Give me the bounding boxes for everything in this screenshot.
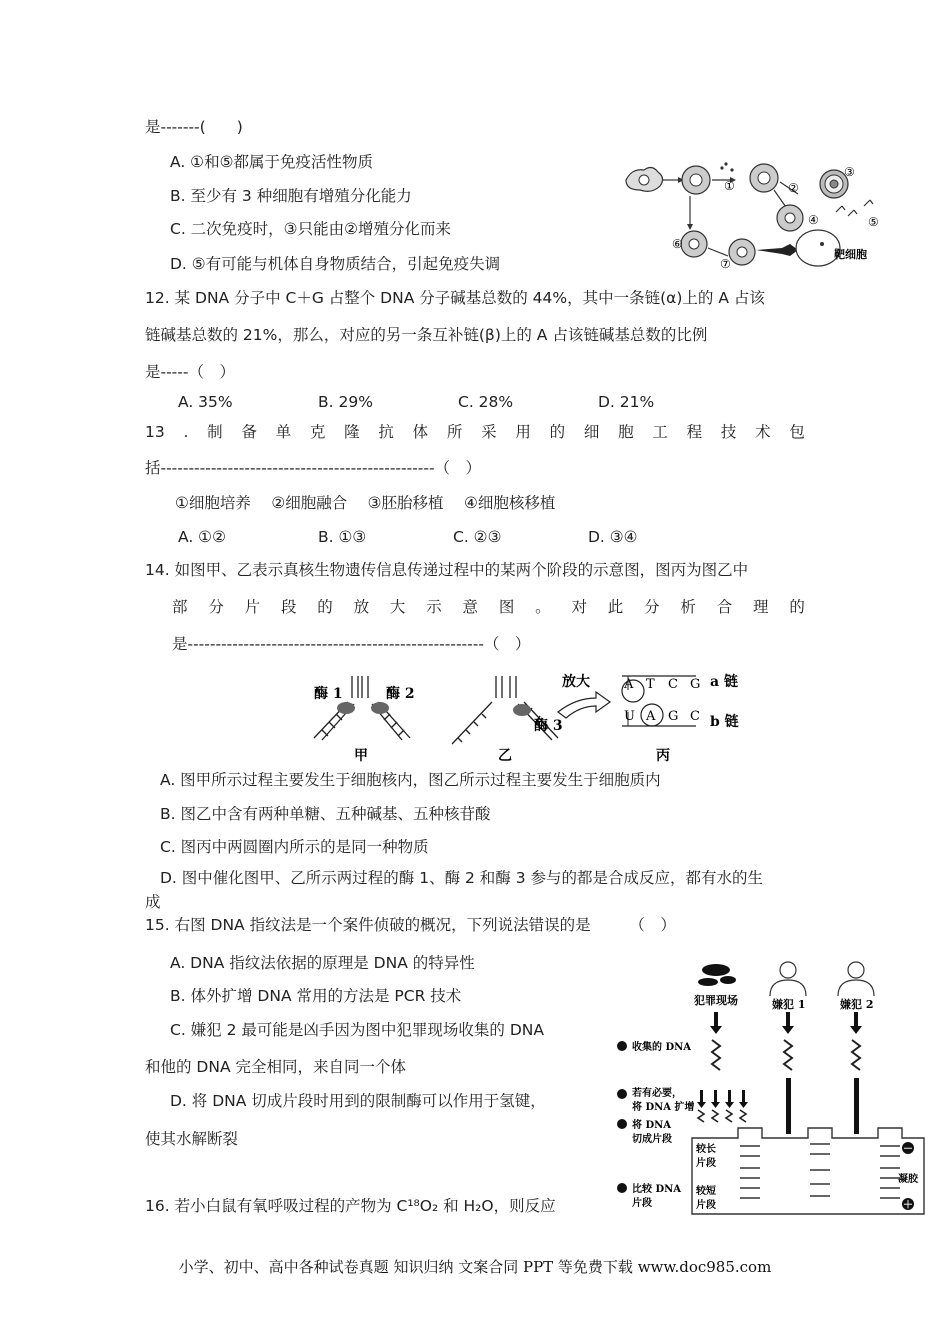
q15-option-d-text: D. 将 DNA 切成片段时用到的限制酶可以作用于氢键， <box>170 1092 546 1110</box>
q14-top-base-4: G <box>690 677 701 692</box>
q15-option-b: B. 体外扩增 DNA 常用的方法是 PCR 技术 <box>170 987 462 1005</box>
q12-option-a: A. 35% <box>178 393 233 411</box>
q14-option-a: A. 图甲所示过程主要发生于细胞核内，图乙所示过程主要发生于细胞质内 <box>160 771 661 789</box>
q12-option-b: B. 29% <box>318 393 373 411</box>
q15-option-c: C. 嫌犯 2 最可能是凶手因为图中犯罪现场收集的 DNA <box>170 1021 544 1039</box>
q13-option-c: C. ②③ <box>453 528 502 546</box>
q15-step4-label-a: 比较 DNA <box>632 1184 682 1195</box>
q14-enzyme1-label: 酶 1 <box>314 686 343 702</box>
q13-option-b: B. ①③ <box>318 528 367 546</box>
q14-chain-a-label: a 链 <box>710 674 738 690</box>
q14-label-bing: 丙 <box>656 748 670 764</box>
q15-step1-label: 收集的 DNA <box>632 1042 692 1053</box>
q14-option-d-continued: 成 <box>145 893 161 911</box>
page-footer: 小学、初中、高中各种试卷真题 知识归纳 文案合同 PPT 等免费下载 www.doc985.com <box>178 1258 772 1276</box>
q11-option-c: C. 二次免疫时，③只能由②增殖分化而来 <box>170 220 451 238</box>
q11-target-cell-label: 靶细胞 <box>834 248 867 261</box>
q15-step4-label-b: 片段 <box>632 1198 652 1209</box>
q15-option-d-continued: 使其水解断裂 <box>145 1130 239 1148</box>
q11-label-4: ④ <box>808 213 819 227</box>
q13-option-a: A. ①② <box>178 528 226 546</box>
q15-option-a: A. DNA 指纹法依据的原理是 DNA 的特异性 <box>170 954 475 972</box>
q14-option-d: D. 图中催化图甲、乙所示两过程的酶 1、酶 2 和酶 3 参与的都是合成反应，都有水的生 <box>160 869 764 887</box>
q15-scene-label: 犯罪现场 <box>694 994 738 1007</box>
q11-option-d: D. ⑤有可能与机体自身物质结合，引起免疫失调 <box>170 255 501 273</box>
q14-bottom-base-4: C <box>690 709 700 724</box>
q14-top-base-3: C <box>668 677 678 692</box>
q14-line-1: 14. 如图甲、乙表示真核生物遗传信息传递过程中的某两个阶段的示意图，图丙为图乙中 <box>145 561 749 579</box>
q14-line-2: 部 分 片 段 的 放 大 示 意 图 。 对 此 分 析 合 理 的 <box>172 598 805 616</box>
q15-dna-fingerprint-figure <box>612 956 928 1218</box>
q13-items: ①细胞培养 ②细胞融合 ③胚胎移植 ④细胞核移植 <box>175 494 556 512</box>
q15-step2-label-b: 将 DNA 扩增 <box>632 1102 695 1113</box>
q14-magnify-label: 放大 <box>562 674 590 690</box>
q14-chain-b-label: b 链 <box>710 714 739 730</box>
q14-label-jia: 甲 <box>354 748 368 764</box>
q14-replication-figure <box>296 668 756 768</box>
q12-option-d: D. 21% <box>598 393 655 411</box>
q12-line-3: 是-----（ ） <box>145 363 235 381</box>
q11-label-7: ⑦ <box>720 257 731 270</box>
q12-line-2: 链碱基总数的 21%，那么，对应的另一条互补链(β)上的 A 占该链碱基总数的比例 <box>145 326 708 344</box>
q13-line-2: 括-------------------------------------------------（ ） <box>145 459 482 477</box>
q14-bottom-base-2: A <box>646 709 656 724</box>
q15-long-label-b: 片段 <box>696 1158 716 1169</box>
q14-bottom-base-3: G <box>668 709 679 724</box>
q14-line-3: 是-----------------------------------------------------（ ） <box>172 635 531 653</box>
q11-label-3: ③ <box>844 165 855 179</box>
q14-enzyme3-label: 酶 3 <box>534 718 563 734</box>
q15-step3-label-a: 将 DNA <box>632 1120 672 1131</box>
q14-bottom-base-1: U <box>624 709 635 724</box>
q15-suspect1-label: 嫌犯 1 <box>772 998 806 1011</box>
q11-label-5: ⑤ <box>868 215 879 229</box>
q11-label-2: ② <box>788 181 799 195</box>
q14-label-yi: 乙 <box>498 748 512 764</box>
q11-option-a: A. ①和⑤都属于免疫活性物质 <box>170 153 373 171</box>
q15-plus-label: ＋ <box>903 1200 913 1211</box>
q15-gel-label: 凝胶 <box>898 1174 918 1185</box>
q11-label-1: ① <box>724 179 735 193</box>
q14-top-base-2: T <box>646 677 655 692</box>
q11-option-b: B. 至少有 3 种细胞有增殖分化能力 <box>170 187 412 205</box>
q13-line-1: 13 . 制 备 单 克 隆 抗 体 所 采 用 的 细 胞 工 程 技 术 包 <box>145 423 805 441</box>
q15-step3-label-b: 切成片段 <box>632 1134 672 1145</box>
q11-stem-tail: 是-------( ) <box>145 118 243 136</box>
q13-option-d: D. ③④ <box>588 528 638 546</box>
q15-line-1: 15. 右图 DNA 指纹法是一个案件侦破的概况，下列说法错误的是 （ ） <box>145 916 676 934</box>
q12-line-1: 12. 某 DNA 分子中 C＋G 占整个 DNA 分子碱基总数的 44%，其中一条链(α)上的 A 占该 <box>145 289 765 307</box>
q15-short-label-a: 较短 <box>696 1186 716 1197</box>
q16-line-1: 16. 若小白鼠有氧呼吸过程的产物为 C¹⁸O₂ 和 H₂O，则反应 <box>145 1197 556 1215</box>
q15-step2-label-a: 若有必要， <box>632 1088 682 1099</box>
q15-minus-label: － <box>903 1144 913 1155</box>
q11-label-6: ⑥ <box>672 237 683 251</box>
q15-short-label-b: 片段 <box>696 1200 716 1211</box>
q15-suspect2-label: 嫌犯 2 <box>840 998 874 1011</box>
q12-option-c: C. 28% <box>458 393 514 411</box>
q15-long-label-a: 较长 <box>696 1144 716 1155</box>
q14-option-c: C. 图丙中两圆圈内所示的是同一种物质 <box>160 838 429 856</box>
q14-top-base-1: A <box>624 677 634 692</box>
q14-option-b: B. 图乙中含有两种单糖、五种碱基、五种核苷酸 <box>160 805 491 823</box>
q11-immune-figure <box>622 152 894 270</box>
q14-enzyme2-label: 酶 2 <box>386 686 415 702</box>
q15-option-c-continued: 和他的 DNA 完全相同，来自同一个体 <box>145 1058 406 1076</box>
